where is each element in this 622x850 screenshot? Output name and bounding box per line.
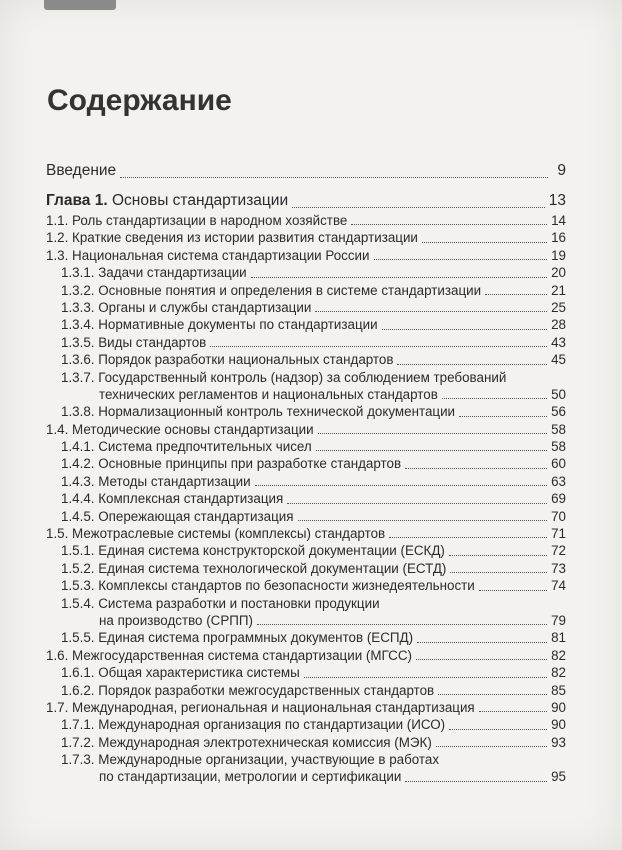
toc-leader bbox=[315, 311, 547, 312]
toc-entry[interactable] bbox=[46, 699, 566, 716]
toc-leader bbox=[405, 468, 547, 469]
toc-entry[interactable] bbox=[46, 229, 566, 246]
toc-entry[interactable] bbox=[46, 716, 566, 733]
toc-page-number: 72 bbox=[551, 543, 566, 559]
toc-entry-text: 1.6. Межгосударственная система стандартизации (МГСС) bbox=[46, 647, 412, 663]
toc-page-number: 21 bbox=[551, 282, 566, 298]
toc-entry-text: 1.3.4. Нормативные документы по стандартизации bbox=[61, 317, 378, 333]
toc-page-number: 20 bbox=[551, 265, 566, 281]
toc-entry-text: 1.2. Краткие сведения из истории развития стандартизации bbox=[46, 230, 418, 246]
toc-entry-text: 1.4.2. Основные принципы при разработке стандартов bbox=[61, 456, 402, 472]
toc-entry[interactable] bbox=[46, 247, 566, 264]
toc-entry-text: 1.3.8. Нормализационный контроль технической документации bbox=[61, 404, 456, 420]
toc-page-number: 93 bbox=[551, 734, 566, 750]
toc-page-number: 9 bbox=[557, 162, 566, 179]
toc-leader bbox=[257, 624, 547, 625]
toc-entry-text-continued: по стандартизации, метрологии и сертификации bbox=[99, 769, 402, 785]
toc-entry-line2[interactable] bbox=[46, 386, 566, 403]
toc-leader bbox=[416, 659, 547, 660]
toc-entry-line2[interactable] bbox=[46, 612, 566, 629]
toc-entry-text: 1.3. Национальная система стандартизации России bbox=[46, 247, 370, 263]
toc-entry[interactable] bbox=[46, 525, 566, 542]
toc-page-number: 19 bbox=[551, 247, 566, 263]
toc-leader bbox=[255, 485, 548, 486]
toc-page-number: 90 bbox=[551, 717, 566, 733]
toc-page-number: 70 bbox=[551, 508, 566, 524]
toc-entry[interactable] bbox=[46, 455, 566, 472]
toc-entry[interactable] bbox=[46, 299, 566, 316]
toc-leader bbox=[442, 398, 547, 399]
page-title: Содержание bbox=[47, 84, 232, 117]
toc-leader bbox=[351, 224, 547, 225]
toc-page-number: 45 bbox=[551, 352, 566, 368]
toc-leader bbox=[318, 433, 547, 434]
toc-entry-line1[interactable] bbox=[46, 751, 566, 768]
toc-leader bbox=[120, 177, 548, 178]
toc-leader bbox=[210, 346, 547, 347]
toc-page-number: 50 bbox=[551, 386, 566, 402]
toc-entry-text: 1.4.1. Система предпочтительных чисел bbox=[61, 439, 312, 455]
toc-leader bbox=[316, 450, 547, 451]
toc-entry-text: 1.4.3. Методы стандартизации bbox=[61, 473, 251, 489]
toc-page-number: 69 bbox=[551, 491, 566, 507]
toc-page-number: 73 bbox=[551, 560, 566, 576]
toc-entry-text: 1.3.5. Виды стандартов bbox=[61, 334, 207, 350]
toc-entry[interactable] bbox=[46, 403, 566, 420]
toc-page-number: 85 bbox=[551, 682, 566, 698]
toc-leader bbox=[287, 503, 547, 504]
toc-entry-intro[interactable] bbox=[46, 160, 566, 182]
toc-leader bbox=[450, 572, 547, 573]
toc-entry[interactable] bbox=[46, 542, 566, 559]
toc-entry[interactable] bbox=[46, 421, 566, 438]
toc-entry-text: Введение bbox=[46, 162, 117, 179]
toc-entry-text: 1.7. Международная, региональная и национальная стандартизация bbox=[46, 699, 475, 715]
toc-entry-text: 1.5.4. Система разработки и постановки продукции bbox=[61, 595, 380, 611]
toc-leader bbox=[397, 364, 547, 365]
toc-page-number: 79 bbox=[551, 612, 566, 628]
toc-entry-line2[interactable] bbox=[46, 769, 566, 786]
toc-page-number: 82 bbox=[551, 647, 566, 663]
toc-entry-text: 1.5.3. Комплексы стандартов по безопасности жизнедеятельности bbox=[61, 578, 475, 594]
toc-entry-text: 1.4.4. Комплексная стандартизация bbox=[61, 491, 284, 507]
toc-entry[interactable] bbox=[46, 490, 566, 507]
toc-leader bbox=[382, 329, 548, 330]
toc-entry-text: 1.6.1. Общая характеристика системы bbox=[61, 665, 300, 681]
toc-entry-text: 1.3.6. Порядок разработки национальных стандартов bbox=[61, 352, 394, 368]
toc-entry[interactable] bbox=[46, 334, 566, 351]
toc-entry[interactable] bbox=[46, 577, 566, 594]
toc-entry[interactable] bbox=[46, 664, 566, 681]
toc-entry-text: 1.3.7. Государственный контроль (надзор) за соблюдением требований bbox=[61, 369, 507, 385]
toc-leader bbox=[298, 520, 548, 521]
toc-leader bbox=[479, 590, 547, 591]
toc-page-number: 28 bbox=[551, 317, 566, 333]
toc-page-number: 82 bbox=[551, 665, 566, 681]
toc-page-number: 74 bbox=[551, 578, 566, 594]
toc-leader bbox=[438, 694, 547, 695]
toc-entry-text-continued: на производство (СРПП) bbox=[99, 612, 253, 628]
toc-leader bbox=[485, 294, 547, 295]
toc-leader bbox=[405, 781, 547, 782]
toc-page-number: 71 bbox=[551, 526, 566, 542]
header-tab-decoration bbox=[44, 0, 116, 10]
toc-entry[interactable] bbox=[46, 682, 566, 699]
toc-entry[interactable] bbox=[46, 264, 566, 281]
toc-page-number: 60 bbox=[551, 456, 566, 472]
table-of-contents bbox=[46, 160, 566, 786]
toc-page-number: 58 bbox=[551, 439, 566, 455]
toc-entry-text: 1.5.2. Единая система технологической документации (ЕСТД) bbox=[61, 560, 447, 576]
toc-page-number: 56 bbox=[551, 404, 566, 420]
toc-entry-text: 1.3.1. Задачи стандартизации bbox=[61, 265, 247, 281]
toc-entry[interactable] bbox=[46, 647, 566, 664]
toc-leader bbox=[304, 677, 547, 678]
toc-entry[interactable] bbox=[46, 438, 566, 455]
toc-page-number: 90 bbox=[551, 699, 566, 715]
toc-entry[interactable] bbox=[46, 560, 566, 577]
toc-entry-text: 1.3.2. Основные понятия и определения в системе стандартизации bbox=[61, 282, 482, 298]
toc-leader bbox=[292, 207, 545, 208]
toc-leader bbox=[479, 711, 547, 712]
toc-entry[interactable] bbox=[46, 316, 566, 333]
toc-page-number: 95 bbox=[551, 769, 566, 785]
toc-page-number: 16 bbox=[551, 230, 566, 246]
toc-entry-line1[interactable] bbox=[46, 595, 566, 612]
toc-leader bbox=[459, 416, 547, 417]
toc-entry-text: 1.4. Методические основы стандартизации bbox=[46, 421, 314, 437]
toc-page-number: 63 bbox=[551, 473, 566, 489]
toc-entry-text: 1.7.3. Международные организации, участвующие в работах bbox=[61, 752, 440, 768]
toc-entry-text: 1.5.1. Единая система конструкторской документации (ЕСКД) bbox=[61, 543, 445, 559]
toc-entry-text: 1.6.2. Порядок разработки межгосударственных стандартов bbox=[61, 682, 435, 698]
toc-entry-text: 1.7.1. Международная организация по стандартизации (ИСО) bbox=[61, 717, 446, 733]
toc-leader bbox=[422, 242, 547, 243]
toc-entry-text: 1.1. Роль стандартизации в народном хозяйстве bbox=[46, 212, 348, 228]
toc-entry[interactable] bbox=[46, 282, 566, 299]
toc-entry-chapter-1[interactable] bbox=[46, 190, 566, 212]
toc-page-number: 43 bbox=[551, 334, 566, 350]
toc-entry[interactable] bbox=[46, 734, 566, 751]
toc-page-number: 14 bbox=[551, 212, 566, 228]
toc-entry-line1[interactable] bbox=[46, 369, 566, 386]
toc-entry[interactable] bbox=[46, 351, 566, 368]
toc-entry[interactable] bbox=[46, 508, 566, 525]
toc-entry-text-continued: технических регламентов и национальных стандартов bbox=[99, 386, 438, 402]
chapter-label: Глава 1. bbox=[46, 192, 108, 209]
toc-page-number: 13 bbox=[548, 192, 566, 209]
toc-leader bbox=[251, 277, 547, 278]
toc-entry-text: 1.4.5. Опережающая стандартизация bbox=[61, 508, 294, 524]
toc-entry[interactable] bbox=[46, 473, 566, 490]
toc-entry[interactable] bbox=[46, 629, 566, 646]
toc-leader bbox=[389, 537, 547, 538]
toc-entry-text: 1.7.2. Международная электротехническая комиссия (МЭК) bbox=[61, 734, 432, 750]
toc-entry[interactable] bbox=[46, 212, 566, 229]
toc-page-number: 25 bbox=[551, 299, 566, 315]
toc-page-number: 58 bbox=[551, 421, 566, 437]
toc-leader bbox=[449, 729, 547, 730]
toc-leader bbox=[374, 259, 548, 260]
toc-entry-text: 1.5. Межотраслевые системы (комплексы) стандартов bbox=[46, 526, 386, 542]
toc-leader bbox=[449, 555, 547, 556]
toc-entry-text: 1.3.3. Органы и службы стандартизации bbox=[61, 299, 312, 315]
toc-leader bbox=[436, 746, 547, 747]
toc-leader bbox=[417, 642, 547, 643]
toc-entry-text: 1.5.5. Единая система программных документов (ЕСПД) bbox=[61, 630, 414, 646]
chapter-title: Основы стандартизации bbox=[107, 192, 289, 209]
toc-page-number: 81 bbox=[551, 630, 566, 646]
